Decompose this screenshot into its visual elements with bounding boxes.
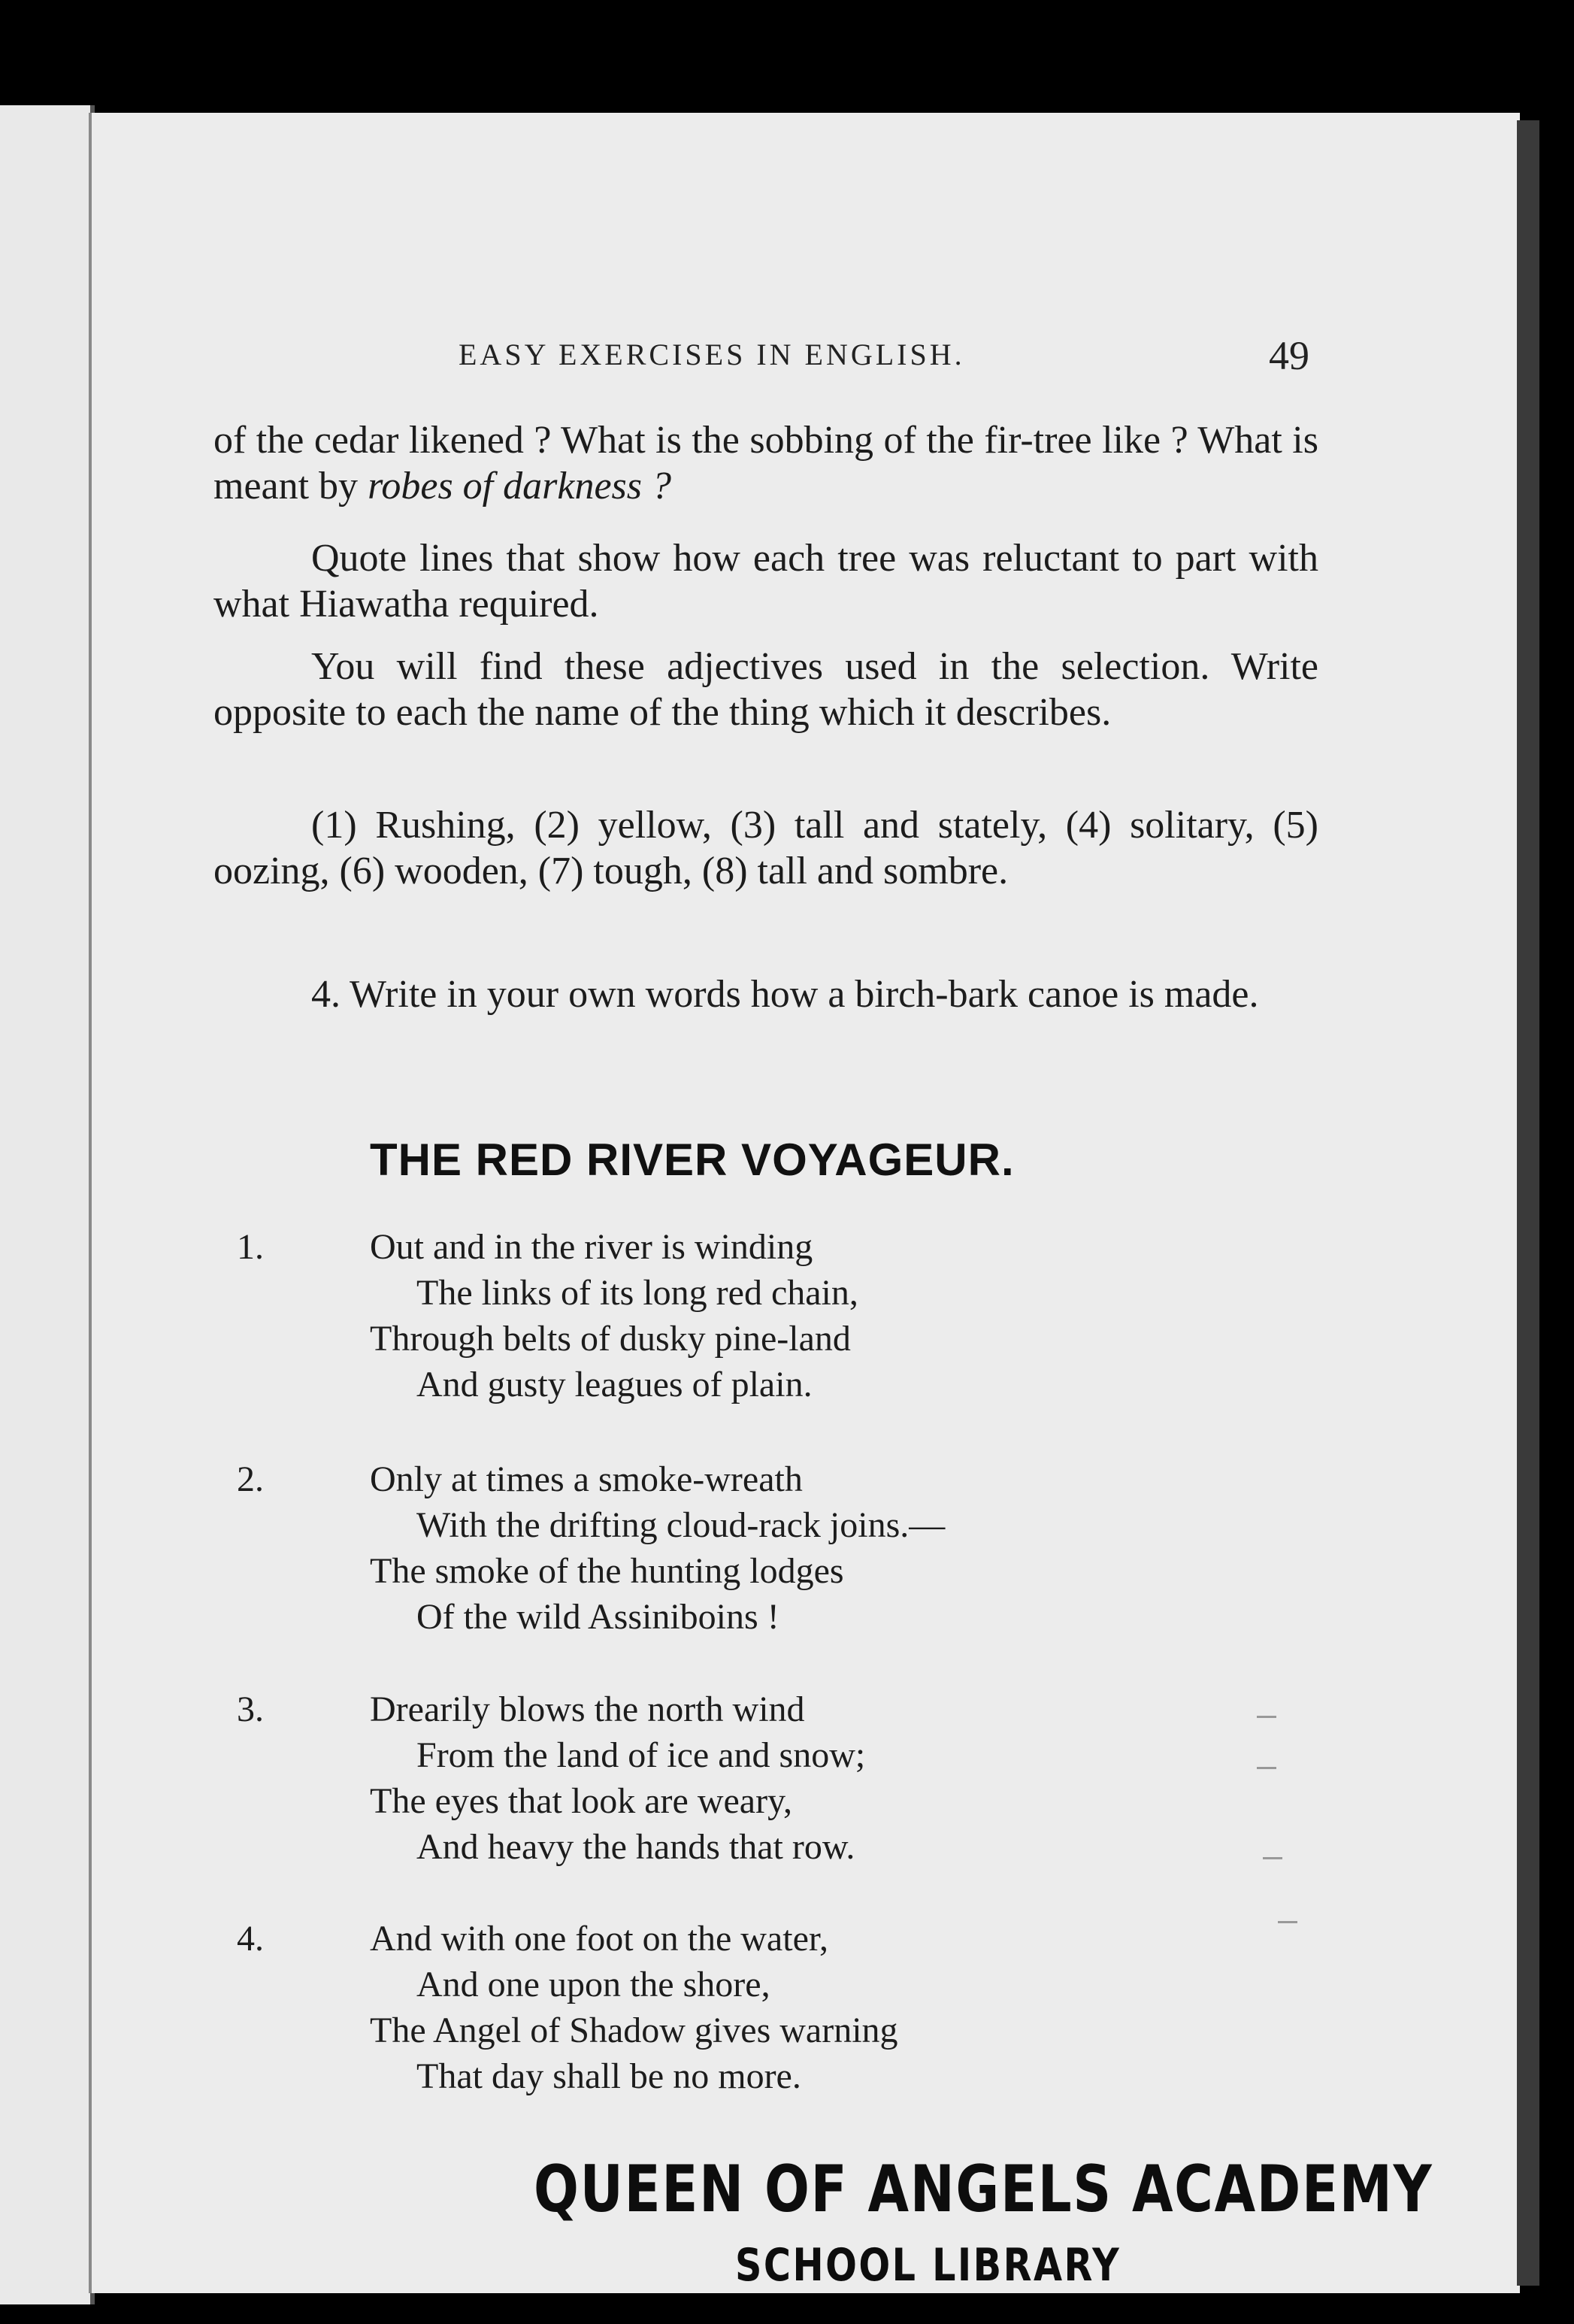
poem-line: And one upon the shore, xyxy=(416,1965,770,2004)
poem-line: Drearily blows the north wind xyxy=(370,1689,805,1729)
stanza-number: 3. xyxy=(237,1689,264,1729)
poem-title: THE RED RIVER VOYAGEUR. xyxy=(370,1135,1015,1185)
paragraph-2-text: Quote lines that show how each tree was reluctant to part with what Hiawatha required. xyxy=(213,537,1318,626)
paragraph-5-text: 4. Write in your own words how a birch-bark canoe is made. xyxy=(311,973,1259,1016)
poem-line: And gusty leagues of plain. xyxy=(416,1365,813,1404)
poem-line: Only at times a smoke-wreath xyxy=(370,1459,803,1499)
poem-line: The Angel of Shadow gives warning xyxy=(370,2010,898,2050)
page-shadow-edge xyxy=(1517,120,1539,2286)
stanza-1 xyxy=(237,1224,1180,1407)
margin-mark xyxy=(1257,1767,1276,1769)
stanza-number: 1. xyxy=(237,1227,264,1267)
library-stamp-line-2: SCHOOL LIBRARY xyxy=(735,2239,1121,2292)
library-stamp-line-1: QUEEN OF ANGELS ACADEMY xyxy=(534,2152,1433,2227)
paragraph-4-text: (1) Rushing, (2) yellow, (3) tall and stately, (4) solitary, (5) oozing, (6) wooden, (7) tough, (8) tall and sombre. xyxy=(213,804,1318,892)
running-head: EASY EXERCISES IN ENGLISH. xyxy=(459,338,965,371)
paragraph-2 xyxy=(213,535,1318,627)
poem-line: And heavy the hands that row. xyxy=(416,1827,855,1867)
paragraph-1 xyxy=(213,417,1318,509)
poem-line: The smoke of the hunting lodges xyxy=(370,1551,844,1591)
margin-mark xyxy=(1263,1857,1282,1859)
poem-line: The eyes that look are weary, xyxy=(370,1781,792,1821)
stanza-number: 2. xyxy=(237,1459,264,1499)
poem-line: From the land of ice and snow; xyxy=(416,1735,866,1775)
poem-line: Out and in the river is winding xyxy=(370,1227,813,1267)
poem-line: Of the wild Assiniboins ! xyxy=(416,1597,779,1637)
page-number: 49 xyxy=(1269,333,1309,378)
paragraph-4 xyxy=(213,802,1318,894)
stanza-number: 4. xyxy=(237,1919,264,1959)
paragraph-5 xyxy=(213,971,1318,1017)
margin-mark xyxy=(1278,1921,1297,1923)
paragraph-3-text: You will find these adjectives used in the selection. Write opposite to each the name of the thing which it describes. xyxy=(213,645,1318,734)
facing-page-edge xyxy=(0,105,95,2304)
poem-line: The links of its long red chain, xyxy=(416,1273,858,1313)
poem-line: Through belts of dusky pine-land xyxy=(370,1319,851,1359)
paragraph-3 xyxy=(213,644,1318,735)
stanza-2 xyxy=(237,1456,1180,1640)
margin-mark xyxy=(1257,1716,1276,1718)
stanza-3 xyxy=(237,1686,1180,1870)
stanza-4 xyxy=(237,1916,1180,2099)
paragraph-1-italic: robes of darkness ? xyxy=(368,465,672,508)
poem-line: With the drifting cloud-rack joins.— xyxy=(416,1505,946,1545)
poem-line: That day shall be no more. xyxy=(416,2056,801,2096)
poem-line: And with one foot on the water, xyxy=(370,1919,828,1959)
paragraph-1-text: of the cedar likened ? What is the sobbing of the fir-tree like ? What is meant by xyxy=(213,419,1318,508)
